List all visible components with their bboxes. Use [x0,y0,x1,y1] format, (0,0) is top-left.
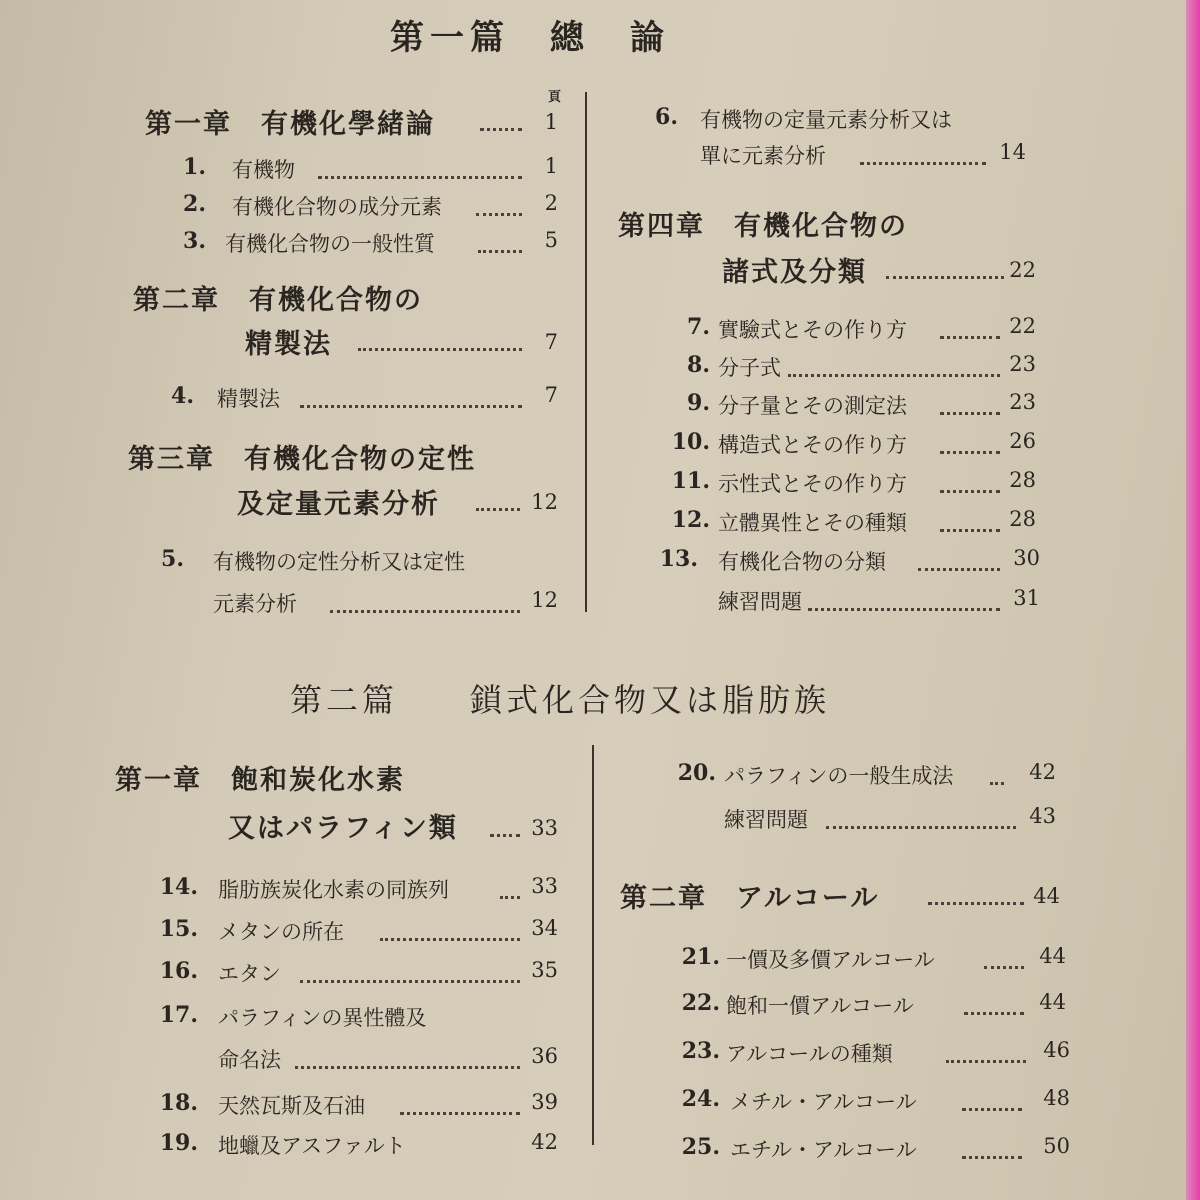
section-page: 23 [1009,390,1036,414]
chapter-1-title-line2: 又はパラフィン類 [228,813,458,844]
section-title: メタンの所在 [218,920,344,944]
section-title-line1: 有機物の定性分析又は定性 [213,550,465,574]
section-number: 10. [671,429,710,455]
section-title: 有機化合物の成分元素 [232,195,442,219]
section-number: 17. [159,1002,198,1028]
leader-dots [478,250,522,253]
leader-dots [400,1112,520,1115]
leader-dots [928,902,1024,905]
leader-dots [940,412,1000,415]
leader-dots [295,1066,520,1069]
section-number: 14. [159,874,198,900]
exercises-title: 練習問題 [718,590,802,614]
exercises-page: 31 [1013,586,1040,610]
leader-dots [300,980,520,983]
section-page: 5 [544,228,558,252]
leader-dots [380,938,520,941]
section-number: 11. [671,468,710,494]
section-page: 1 [544,154,558,178]
section-number: 13. [659,546,698,572]
section-page: 26 [1009,429,1036,453]
section-page: 46 [1043,1038,1070,1062]
section-title: 有機化合物の分類 [718,550,886,574]
chapter-1-page: 1 [544,110,558,134]
leader-dots [808,608,1000,611]
section-page: 7 [544,383,558,407]
section-number: 5. [161,546,184,572]
section-page: 48 [1043,1086,1070,1110]
section-page: 44 [1039,990,1066,1014]
section-page: 30 [1013,546,1040,570]
section-number: 20. [677,760,716,786]
leader-dots [318,176,522,179]
section-title-line2: 命名法 [218,1048,281,1072]
leader-dots [940,451,1000,454]
section-number: 24. [681,1086,720,1112]
leader-dots [940,336,1000,339]
leader-dots [940,529,1000,532]
leader-dots [358,348,522,351]
section-number: 9. [687,390,710,416]
section-page: 28 [1009,507,1036,531]
section-title: 精製法 [217,387,280,411]
section-title-line2: 單に元素分析 [700,144,826,168]
section-number: 4. [171,383,194,409]
leader-dots [788,374,1000,377]
pink-background-edge [1186,0,1200,1200]
section-page: 35 [531,958,558,982]
section-title-line2: 元素分析 [213,592,297,616]
leader-dots [490,834,520,837]
section-page: 34 [531,916,558,940]
leader-dots [826,826,1016,829]
section-number: 21. [681,944,720,970]
leader-dots [990,782,1004,785]
section-page: 36 [531,1044,558,1068]
page-column-header: 頁 [548,90,562,105]
section-page: 33 [531,874,558,898]
section-page: 42 [531,1130,558,1154]
chapter-2-page: 7 [544,330,558,354]
section-number: 2. [183,191,206,217]
chapter-4-title-line2: 諸式及分類 [722,257,867,288]
chapter-4-title-line1: 第四章 有機化合物の [618,211,908,242]
chapter-1-title: 第一章 有機化學緒論 [145,109,435,140]
section-page: 42 [1029,760,1056,784]
leader-dots [940,490,1000,493]
section-title: メチル・アルコール [730,1090,917,1114]
section-title-line1: パラフィンの異性體及 [218,1006,427,1030]
section-number: 12. [671,507,710,533]
section-title: 有機化合物の一般性質 [225,232,435,256]
chapter-2-title-line2: 精製法 [245,329,332,360]
section-title: 天然瓦斯及石油 [218,1094,365,1118]
exercises-page: 43 [1029,804,1056,828]
section-number: 19. [159,1130,198,1156]
section-number: 25. [681,1134,720,1160]
leader-dots [476,213,522,216]
part1-title: 第一篇 總 論 [390,18,670,58]
section-title: 飽和一價アルコール [726,994,914,1018]
section-number: 1. [183,154,206,180]
leader-dots [886,276,1004,279]
leader-dots [964,1012,1024,1015]
section-page: 2 [544,191,558,215]
section-number: 16. [159,958,198,984]
chapter-2-title-line1: 第二章 有機化合物の [133,285,423,316]
section-page: 12 [531,588,558,612]
section-number: 7. [687,314,710,340]
chapter-2-page: 44 [1033,884,1060,908]
chapter-2-title: 第二章 アルコール [620,883,880,914]
section-title: エタン [218,962,281,986]
section-title: 脂肪族炭化水素の同族列 [218,878,449,902]
section-title: 示性式とその作り方 [718,472,907,496]
section-title: 立體異性とその種類 [718,511,907,535]
section-page: 22 [1009,314,1036,338]
section-title: 分子量とその測定法 [718,394,907,418]
section-title: 構造式とその作り方 [718,433,907,457]
part2-title: 第二篇 鎖式化合物又は脂肪族 [290,681,831,719]
chapter-3-title-line1: 第三章 有機化合物の定性 [128,444,476,475]
leader-dots [962,1156,1022,1159]
section-number: 22. [681,990,720,1016]
section-page: 50 [1043,1134,1070,1158]
column-divider [592,745,594,1145]
chapter-1-page: 33 [531,816,558,840]
section-page: 23 [1009,352,1036,376]
section-page: 28 [1009,468,1036,492]
section-title: エチル・アルコール [730,1138,917,1162]
section-title: 一價及多價アルコール [726,948,935,972]
chapter-4-page: 22 [1009,258,1036,282]
section-number: 18. [159,1090,198,1116]
section-number: 23. [681,1038,720,1064]
leader-dots [984,966,1024,969]
section-title: 分子式 [718,356,781,380]
section-page: 14 [999,140,1026,164]
section-title: 地蠟及アスファルト [218,1134,406,1158]
leader-dots [918,568,1000,571]
leader-dots [476,508,520,511]
section-title: 有機物 [232,158,295,182]
chapter-3-page: 12 [531,490,558,514]
leader-dots [962,1108,1022,1111]
section-title-line1: 有機物の定量元素分析又は [700,108,952,132]
column-divider [585,92,587,612]
section-number: 6. [655,104,678,130]
chapter-1-title-line1: 第一章 飽和炭化水素 [115,765,405,796]
section-page: 44 [1039,944,1066,968]
chapter-3-title-line2: 及定量元素分析 [237,489,440,520]
exercises-title: 練習問題 [724,808,808,832]
leader-dots [330,610,520,613]
leader-dots [946,1060,1026,1063]
section-page: 39 [531,1090,558,1114]
section-number: 15. [159,916,198,942]
section-title: 實驗式とその作り方 [718,318,907,342]
leader-dots [860,162,986,165]
leader-dots [480,128,522,131]
section-title: パラフィンの一般生成法 [724,764,954,788]
section-number: 8. [687,352,710,378]
section-number: 3. [183,228,206,254]
section-title: アルコールの種類 [726,1042,893,1066]
leader-dots [500,896,520,899]
leader-dots [300,405,522,408]
